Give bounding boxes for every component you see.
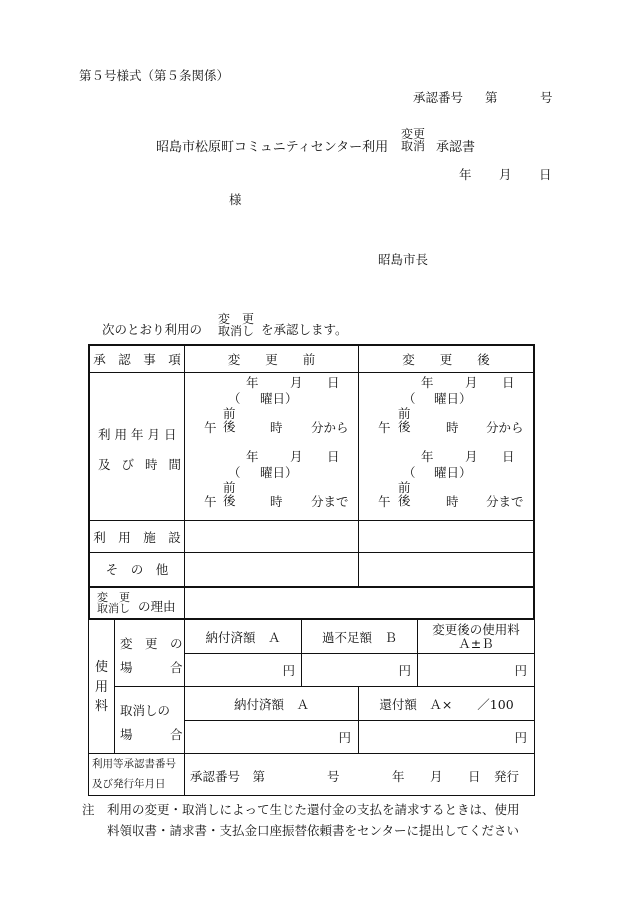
- fee-border-bottom: [88, 795, 535, 796]
- after-start-from: 分から: [486, 420, 524, 435]
- header-item: 承 認 事 項: [93, 352, 181, 367]
- before-end-day: 日: [327, 449, 340, 464]
- intro-options: [218, 313, 254, 337]
- cert-issue: 発行: [494, 769, 520, 784]
- before-start-go: 午: [204, 420, 217, 435]
- after-fee-label: [418, 623, 534, 652]
- before-start-paren: （: [228, 391, 241, 406]
- change-case-label-1: 変 更 の: [120, 636, 183, 651]
- datetime-label-1: 利用年月日: [98, 427, 181, 442]
- before-end-go: 午: [204, 494, 217, 509]
- fee-label: [95, 658, 108, 717]
- cert-label-1: 利用等承認書番号: [92, 758, 176, 770]
- title-option-change: 変更: [401, 127, 426, 141]
- title-prefix: 昭島市松原町コミュニティセンター利用: [156, 140, 389, 155]
- title-options: [401, 128, 425, 152]
- cert-label-2: 及び発行年月日: [92, 778, 166, 790]
- diff-amount-b-label: 過不足額 Ｂ: [321, 630, 397, 645]
- before-end-weekday: 曜日）: [260, 465, 298, 480]
- change-case-label-2: 場 合: [120, 660, 183, 675]
- before-end-hour: 時: [270, 494, 283, 509]
- datetime-label-2: 及び時間: [98, 457, 193, 472]
- before-end-month: 月: [290, 449, 303, 464]
- fee-row-line: [88, 753, 535, 754]
- cert-year: 年: [392, 769, 405, 784]
- note-line-2: 料領収書・請求書・支払金口座振替依頼書をセンターに提出してください: [107, 823, 520, 838]
- paid-a-yen: 円: [282, 663, 295, 678]
- diff-b-yen: 円: [398, 663, 411, 678]
- before-end-year: 年: [246, 449, 259, 464]
- after-start-day: 日: [502, 375, 515, 390]
- before-start-from: 分から: [311, 420, 349, 435]
- after-end-am: 前: [398, 480, 411, 495]
- after-start-month: 月: [465, 375, 478, 390]
- before-end-pm: 後: [223, 492, 236, 508]
- approval-number-label: 承認番号: [413, 90, 464, 105]
- issuer-name: 昭島市長: [378, 252, 429, 267]
- after-end-pm: 後: [398, 492, 411, 508]
- other-label: そ の 他: [105, 562, 169, 577]
- before-start-pm: 後: [223, 418, 236, 434]
- approval-number-dai: 第: [485, 90, 498, 105]
- facility-label: 利 用 施 設: [93, 529, 181, 545]
- header-after: 変 更 後: [402, 352, 490, 367]
- before-end-paren: （: [228, 465, 241, 480]
- after-start-am: 前: [398, 406, 411, 421]
- after-end-day: 日: [502, 449, 515, 464]
- recipient-sama: 様: [229, 192, 242, 207]
- before-end-am: 前: [223, 480, 236, 495]
- reason-option-cancel: 取消し: [97, 602, 130, 616]
- reason-label: の理由: [138, 599, 176, 614]
- approval-number-go: 号: [540, 90, 553, 105]
- note-line-1: 注 利用の変更・取消しによって生じた還付金の支払を請求するときは、使用: [82, 802, 520, 817]
- before-start-am: 前: [223, 406, 236, 421]
- after-start-paren: （: [403, 391, 416, 406]
- title-option-cancel: 取消: [401, 139, 426, 154]
- fee-border-right: [534, 620, 535, 795]
- fee-label-char: 使: [95, 660, 109, 675]
- before-start-ampm: [223, 408, 236, 434]
- intro-option-change: 変 更: [218, 312, 255, 326]
- cancel-paid-yen: 円: [338, 730, 351, 745]
- before-end-ampm: [223, 482, 236, 508]
- after-end-month: 月: [465, 449, 478, 464]
- after-start-pm: 後: [398, 418, 411, 434]
- before-start-weekday: 曜日）: [260, 391, 298, 406]
- before-start-hour: 時: [270, 420, 283, 435]
- cert-approval-no-label: 承認番号 第: [190, 769, 266, 784]
- cert-go: 号: [327, 769, 340, 784]
- before-start-month: 月: [290, 375, 303, 390]
- cancel-case-label-2: 場 合: [120, 727, 183, 742]
- cert-day: 日: [468, 769, 481, 784]
- after-fee-label-2: Ａ±Ｂ: [458, 636, 494, 652]
- after-fee-label-1: 変更後の使用料: [432, 622, 520, 637]
- form-number: 第５号様式（第５条関係）: [79, 68, 230, 83]
- date-day: 日: [539, 167, 552, 182]
- after-end-weekday: 曜日）: [434, 465, 472, 480]
- cancel-paid-a-label: 納付済額 Ａ: [233, 696, 309, 712]
- before-start-day: 日: [327, 375, 340, 390]
- cert-month: 月: [430, 769, 443, 784]
- after-start-go: 午: [378, 420, 391, 435]
- after-start-weekday: 曜日）: [434, 391, 472, 406]
- after-start-ampm: [398, 408, 411, 434]
- refund-label: 還付額 Ａ× ／100: [379, 696, 514, 712]
- after-end-to: 分まで: [486, 494, 524, 509]
- title-suffix: 承認書: [436, 140, 476, 155]
- after-end-paren: （: [403, 465, 416, 480]
- after-end-hour: 時: [446, 494, 459, 509]
- after-end-ampm: [398, 482, 411, 508]
- intro-before: 次のとおり利用の: [102, 322, 203, 337]
- after-fee-yen: 円: [514, 663, 527, 678]
- header-before: 変 更 前: [227, 352, 316, 367]
- intro-after: を承認します。: [261, 322, 348, 337]
- after-start-hour: 時: [446, 420, 459, 435]
- after-end-go: 午: [378, 494, 391, 509]
- after-end-year: 年: [421, 449, 434, 464]
- col-line: [358, 344, 359, 586]
- row-line: [88, 586, 535, 588]
- after-start-year: 年: [421, 375, 434, 390]
- cancel-case-label-1: 取消しの: [120, 703, 171, 718]
- date-month: 月: [499, 167, 512, 182]
- reason-options: [97, 592, 130, 614]
- fee-label-char: 料: [95, 699, 109, 714]
- intro-option-cancel: 取消し: [218, 324, 255, 339]
- fee-label-char: 用: [95, 679, 109, 695]
- before-start-year: 年: [246, 375, 259, 390]
- reason-option-change: 変 更: [97, 591, 130, 604]
- before-end-to: 分まで: [311, 494, 349, 509]
- fee-border-left: [88, 620, 89, 795]
- date-year: 年: [459, 167, 472, 182]
- paid-amount-a-label: 納付済額 Ａ: [205, 630, 281, 645]
- col-line: [184, 344, 185, 620]
- refund-yen: 円: [514, 730, 527, 745]
